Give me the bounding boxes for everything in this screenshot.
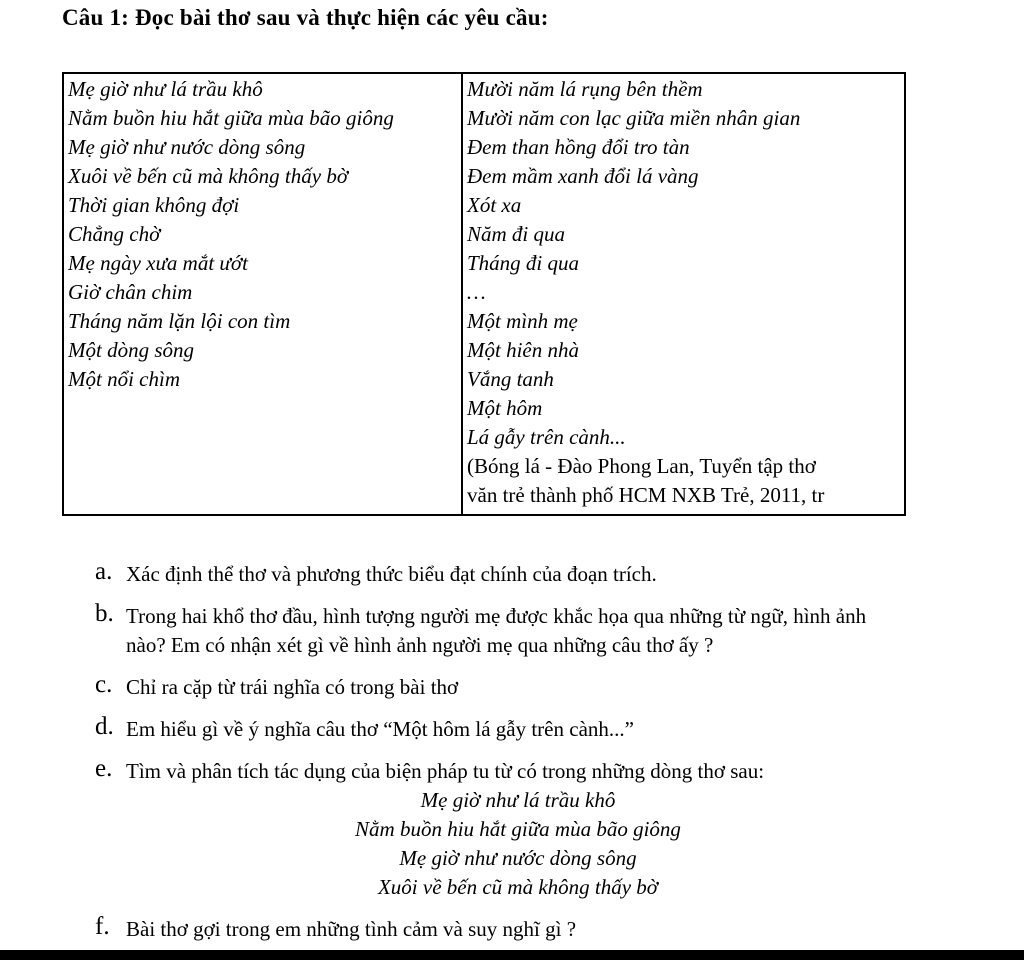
- question-item-d: [95, 715, 910, 744]
- poem-column-left: [64, 74, 463, 514]
- poem-line: Thời gian không đợi: [68, 193, 240, 217]
- poem-line: Tháng năm lặn lội con tìm: [68, 309, 291, 333]
- quote-line: Nằm buồn hiu hắt giữa mùa bão giông: [355, 817, 681, 841]
- question-item-e: [95, 757, 910, 902]
- question-text: Xác định thể thơ và phương thức biểu đạt chính của đoạn trích.: [126, 562, 657, 586]
- poem-line: Lá gẫy trên cành...: [467, 425, 626, 449]
- question-text: Trong hai khổ thơ đầu, hình tượng người mẹ được khắc họa qua những từ ngữ, hình ảnh nào? Em có nhận xét gì về hình ảnh người mẹ qua những câu thơ ấy ?: [126, 604, 867, 657]
- quoted-poem-excerpt: [126, 786, 910, 902]
- poem-line: Vắng tanh: [467, 367, 554, 391]
- poem-line: Tháng đi qua: [467, 251, 580, 275]
- question-title: Câu 1: Đọc bài thơ sau và thực hiện các yêu cầu:: [62, 5, 549, 30]
- poem-line: Một hôm: [467, 396, 543, 420]
- question-list: [95, 560, 910, 957]
- poem-ellipsis-line: …: [467, 280, 486, 304]
- question-label: b.: [95, 600, 114, 627]
- question-item-b: [95, 602, 910, 660]
- question-item-a: [95, 560, 910, 589]
- poem-column-right: [463, 74, 904, 514]
- question-label: e.: [95, 755, 113, 782]
- poem-line: Giờ chân chim: [68, 280, 193, 304]
- poem-line: Mẹ giờ như nước dòng sông: [68, 135, 306, 159]
- question-label: d.: [95, 713, 114, 740]
- bottom-edge-black-bar: [0, 950, 1024, 960]
- poem-line: Xuôi về bến cũ mà không thấy bờ: [68, 164, 349, 188]
- question-item-f: [95, 915, 910, 944]
- poem-line: Xót xa: [467, 193, 522, 217]
- poem-line: Chẳng chờ: [68, 222, 161, 246]
- poem-line: Một nổi chìm: [68, 367, 180, 391]
- poem-line: Một mình mẹ: [467, 309, 578, 333]
- question-text: Tìm và phân tích tác dụng của biện pháp tu từ có trong những dòng thơ sau:: [126, 759, 765, 783]
- quote-line: Xuôi về bến cũ mà không thấy bờ: [377, 875, 659, 899]
- poem-source-line: văn trẻ thành phố HCM NXB Trẻ, 2011, tr: [467, 483, 825, 507]
- poem-table: [62, 72, 906, 516]
- question-label: c.: [95, 671, 113, 698]
- question-text: Chỉ ra cặp từ trái nghĩa có trong bài thơ: [126, 675, 459, 699]
- quote-line: Mẹ giờ như nước dòng sông: [399, 846, 637, 870]
- question-label: f.: [95, 913, 110, 940]
- poem-line: Năm đi qua: [467, 222, 566, 246]
- poem-line: Một dòng sông: [68, 338, 194, 362]
- poem-line: Đem than hồng đổi tro tàn: [467, 135, 690, 159]
- question-text: Em hiểu gì về ý nghĩa câu thơ “Một hôm lá gẫy trên cành...”: [126, 717, 634, 741]
- poem-line: Đem mầm xanh đổi lá vàng: [467, 164, 699, 188]
- poem-line: Mười năm con lạc giữa miền nhân gian: [467, 106, 801, 130]
- poem-source-line: (Bóng lá - Đào Phong Lan, Tuyển tập thơ: [467, 454, 816, 478]
- poem-line: Nằm buồn hiu hắt giữa mùa bão giông: [68, 106, 394, 130]
- poem-line: Mẹ giờ như lá trầu khô: [68, 77, 263, 101]
- quote-line: Mẹ giờ như lá trầu khô: [420, 788, 616, 812]
- poem-line: Một hiên nhà: [467, 338, 579, 362]
- poem-line: Mười năm lá rụng bên thềm: [467, 77, 703, 101]
- question-item-c: [95, 673, 910, 702]
- question-label: a.: [95, 558, 113, 585]
- question-text: Bài thơ gợi trong em những tình cảm và suy nghĩ gì ?: [126, 917, 577, 941]
- poem-line: Mẹ ngày xưa mắt ướt: [68, 251, 248, 275]
